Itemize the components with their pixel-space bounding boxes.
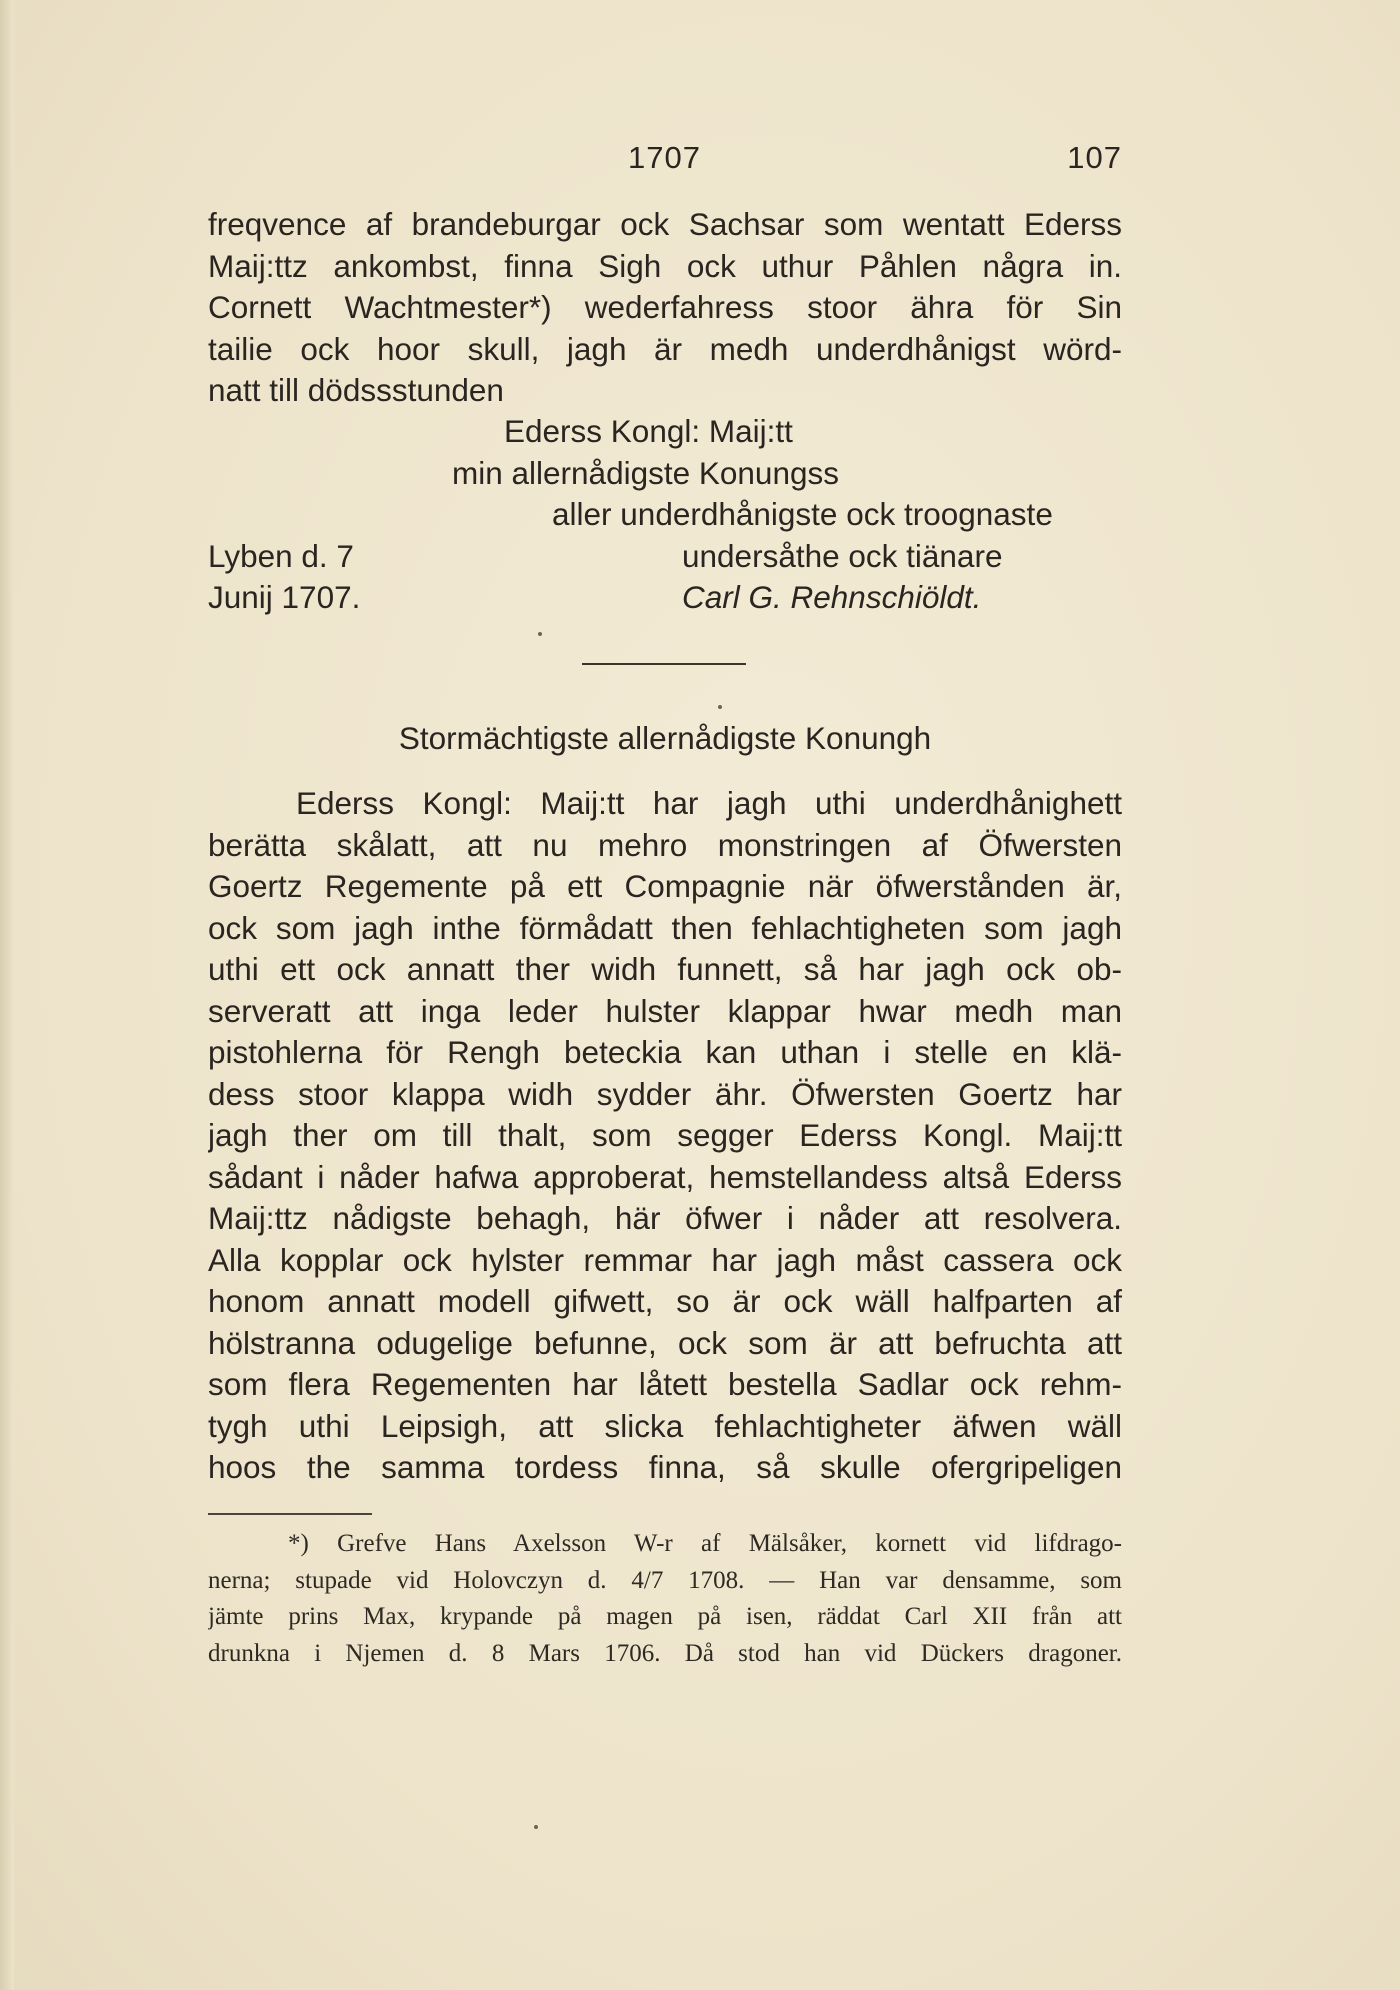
letter1-line: natt till dödssstunden <box>208 372 504 408</box>
running-head <box>208 140 1122 180</box>
letter2-line: dess stoor klappa widh sydder ähr. Öfwersten Goertz har <box>208 1075 1122 1112</box>
letter1-line: tailie ock hoor skull, jagh är medh underdhånigst wörd- <box>208 330 1122 367</box>
letter2-line: tygh uthi Leipsigh, att slicka fehlachtigheter äfwen wäll <box>208 1407 1122 1444</box>
letter2-line: Alla kopplar ock hylster remmar har jagh måst cassera ock <box>208 1241 1122 1278</box>
closing-line-1: Ederss Kongl: Maij:tt <box>504 413 793 449</box>
closing-date: Junij 1707. <box>208 579 361 615</box>
footnote-line: *) Grefve Hans Axelsson W-r af Mälsåker, kornett vid lifdrago- <box>288 1530 1122 1557</box>
paper-speck <box>538 632 542 636</box>
letter1-line: freqvence af brandeburgar ock Sachsar som wentatt Ederss <box>208 206 1122 242</box>
page-gutter-edge <box>0 0 14 1990</box>
letter2-line: berätta skålatt, att nu mehro monstringen af Öfwersten <box>208 826 1122 863</box>
letter2-line: som flera Regementen har låtett bestella Sadlar ock rehm- <box>208 1366 1122 1402</box>
running-head-year: 1707 <box>628 140 701 175</box>
letter2-line: pistohlerna för Rengh beteckia kan uthan i stelle en klä- <box>208 1034 1122 1070</box>
letter1-line: Cornett Wachtmester*) wederfahress stoor ähra för Sin <box>208 289 1122 325</box>
letter2-line: serveratt att inga leder hulster klappar hwar medh man <box>208 992 1122 1029</box>
letter2-line: ock som jagh inthe förmådatt then fehlachtigheten som jagh <box>208 909 1122 946</box>
letter2-body <box>208 783 1122 1489</box>
paper-speck <box>718 705 722 709</box>
closing-place: Lyben d. 7 <box>208 537 354 574</box>
footnote-rule <box>208 1513 372 1515</box>
letter1-line: Maij:ttz ankombst, finna Sigh ock uthur Påhlen några in. <box>208 247 1122 284</box>
letter2-line: honom annatt modell gifwett, so är ock wäll halfparten af <box>208 1283 1122 1319</box>
page-number: 107 <box>1067 140 1122 175</box>
letter2-line: Maij:ttz nådigste behagh, här öfwer i nåder att resolvera. <box>208 1200 1122 1236</box>
letter2-line: sådant i nåder hafwa approberat, hemstellandess altså Ederss <box>208 1158 1122 1195</box>
closing-role: undersåthe ock tiänare <box>682 537 1003 574</box>
letter2-salutation: Stormächtigste allernådigste Konungh <box>398 720 932 756</box>
footnote-line: nerna; stupade vid Holovczyn d. 4/7 1708. — Han var densamme, som <box>208 1566 1122 1594</box>
footnote <box>208 1526 1122 1672</box>
section-divider <box>582 663 746 665</box>
letter2-line: Ederss Kongl: Maij:tt har jagh uthi underdhånighett <box>296 785 1122 821</box>
letter2-line: uthi ett ock annatt ther widh funnett, så har jagh ock ob- <box>208 951 1122 987</box>
letter2-line: jagh ther om till thalt, som segger Ederss Kongl. Maij:tt <box>208 1117 1122 1153</box>
footnote-line: jämte prins Max, krypande på magen på isen, räddat Carl XII från att <box>208 1603 1122 1630</box>
footnote-line: drunkna i Njemen d. 8 Mars 1706. Då stod han vid Dückers dragoner. <box>208 1639 1122 1667</box>
letter1-body <box>208 204 1122 412</box>
signature: Carl G. Rehnschiöldt. <box>682 579 982 615</box>
paper-speck <box>534 1825 538 1829</box>
closing-line-3: aller underdhånigste ock troognaste <box>552 496 1053 532</box>
letter2-line: hoos the samma tordess finna, så skulle ofergripeligen <box>208 1449 1122 1485</box>
closing-line-2: min allernådigste Konungss <box>452 454 839 491</box>
letter2-line: hölstranna odugelige befunne, ock som är att befruchta att <box>208 1324 1122 1361</box>
letter2-line: Goertz Regemente på ett Compagnie när öfwerstånden är, <box>208 868 1122 904</box>
